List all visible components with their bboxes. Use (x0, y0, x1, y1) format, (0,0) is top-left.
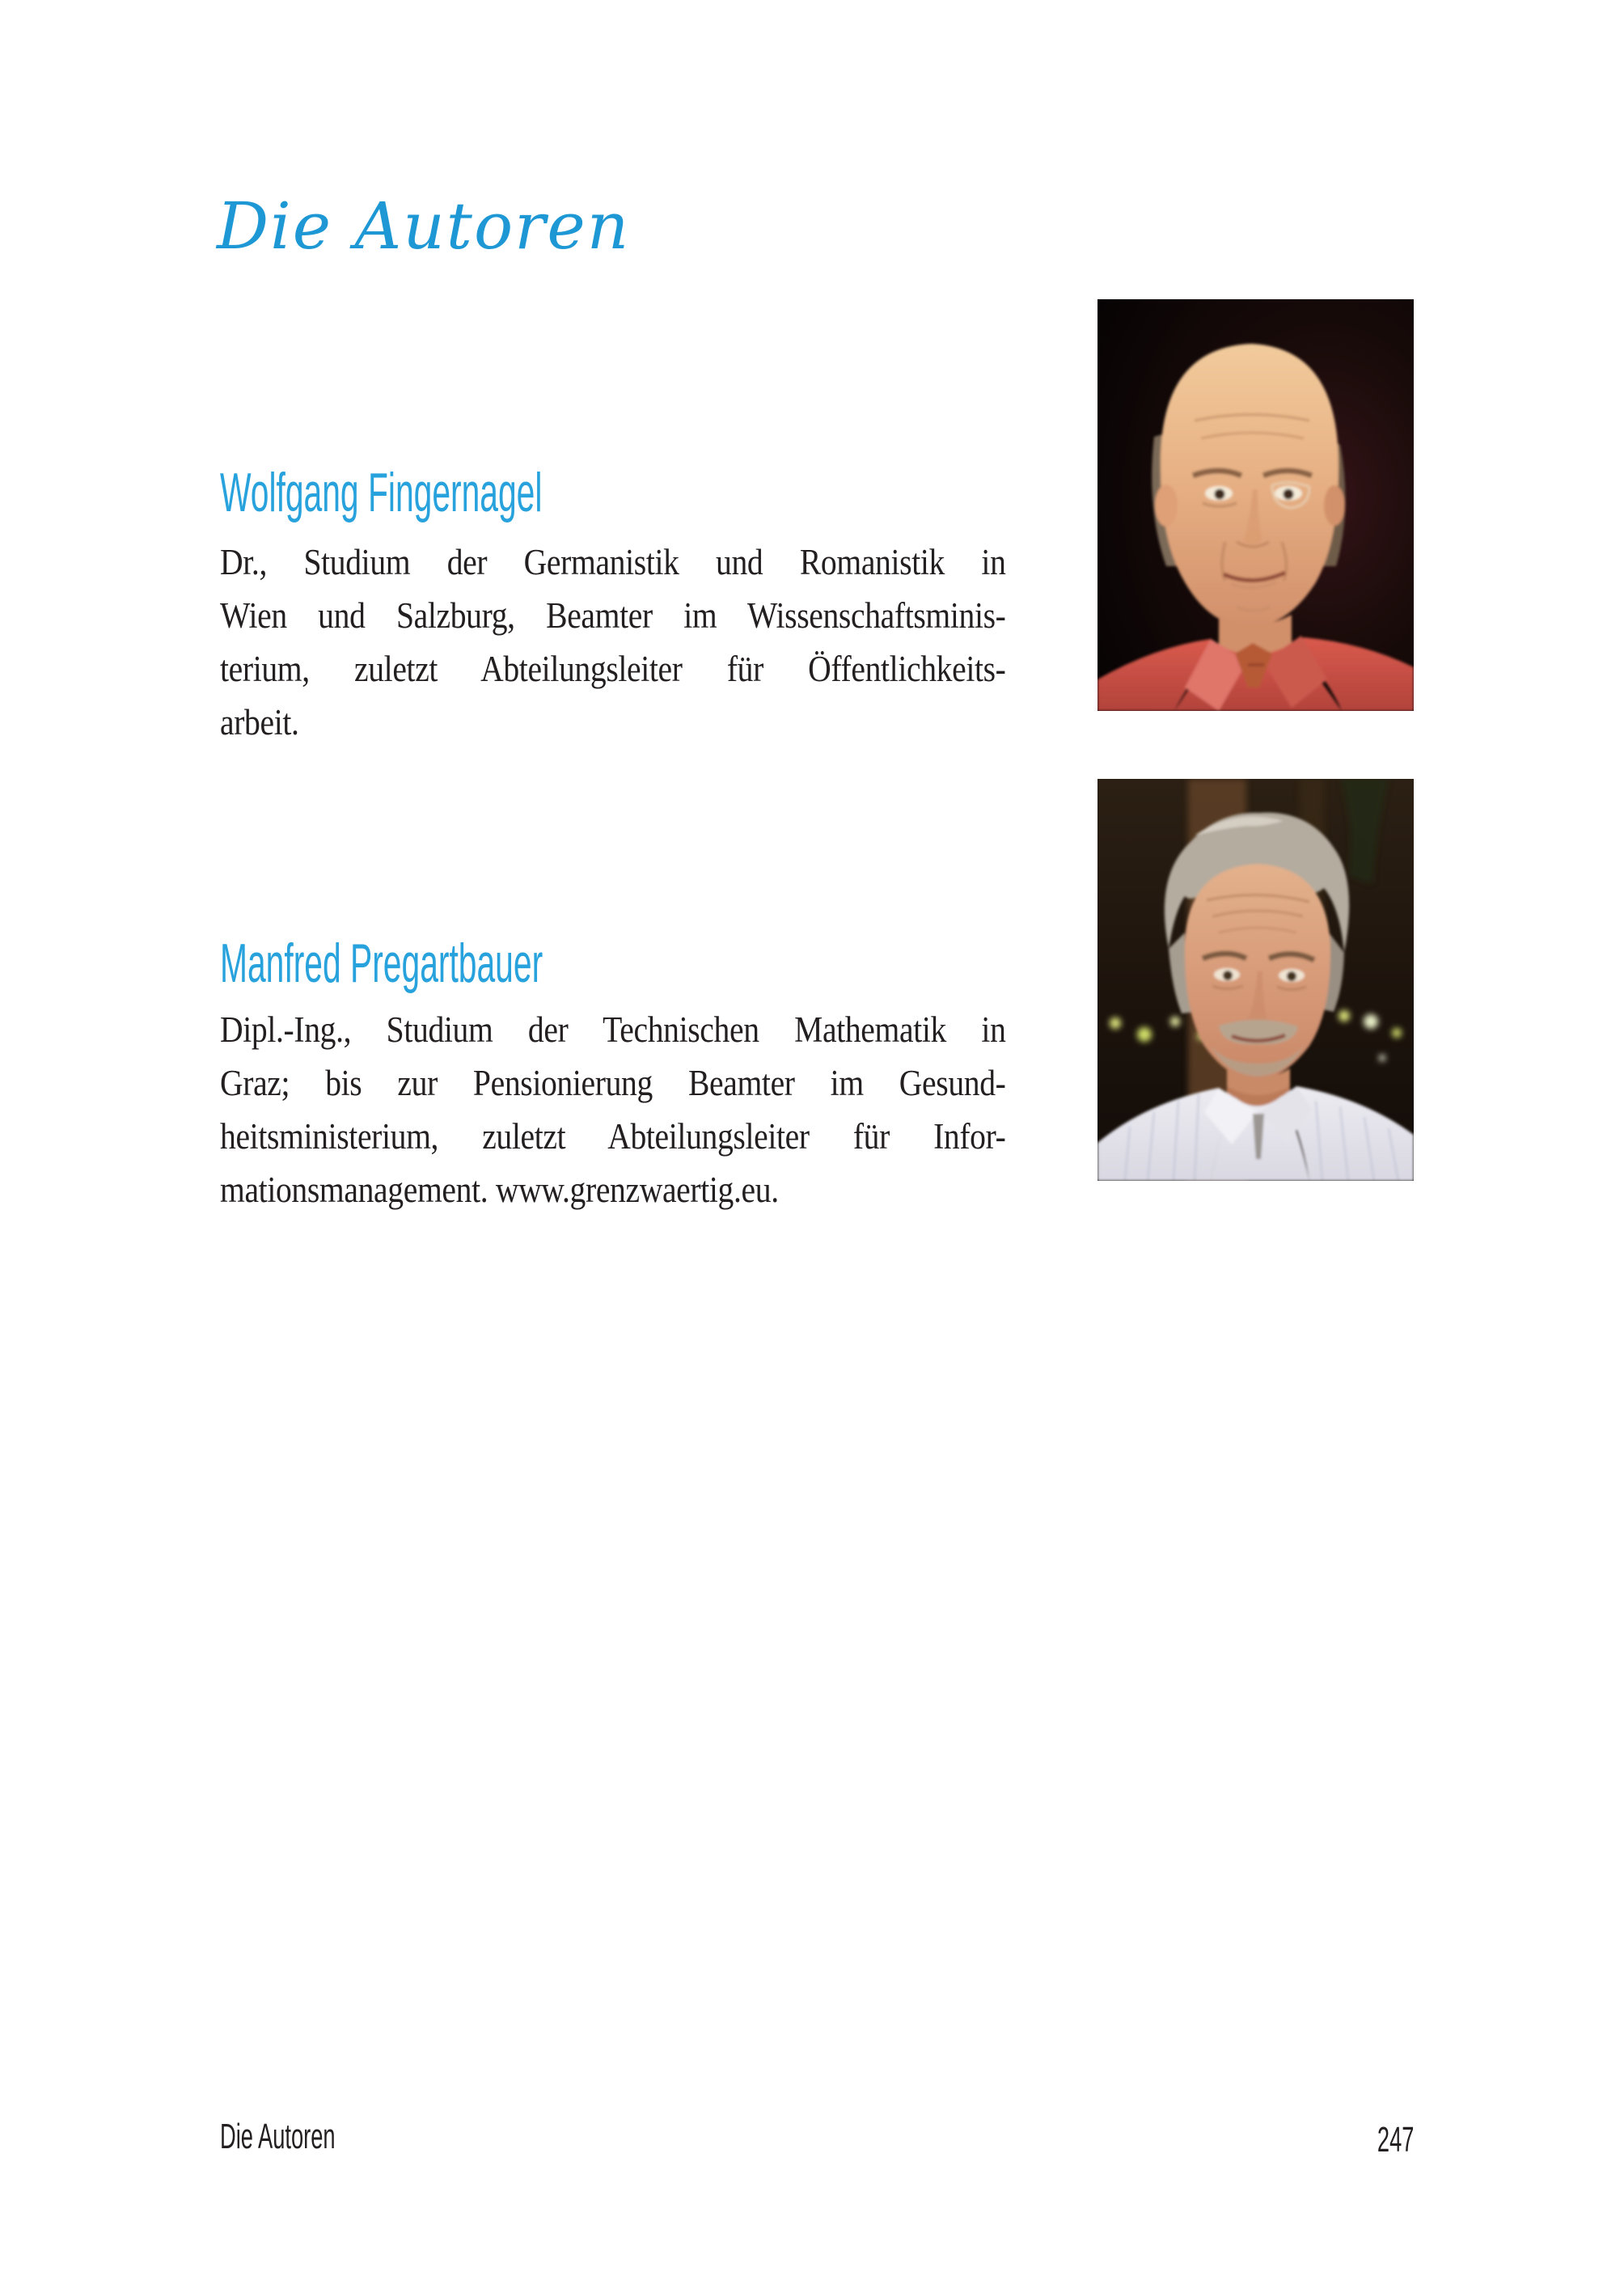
bio-line: heitsministerium, zuletzt Abteilungsleiter für Infor- (220, 1116, 1006, 1157)
bio-line: Graz; bis zur Pensionierung Beamter im Gesund- (220, 1063, 1006, 1103)
bio-line: terium, zuletzt Abteilungsleiter für Öffentlichkeits- (220, 649, 1006, 689)
page-title: Die Autoren (217, 188, 631, 264)
author-name-fingernagel: Wolfgang Fingernagel (220, 462, 543, 523)
portrait-illustration (1097, 779, 1414, 1181)
bio-line: Dipl.-Ing., Studium der Technischen Mathematik in (220, 1009, 1006, 1050)
footer-section-label: Die Autoren (220, 2117, 336, 2156)
bio-line: mationsmanagement. www.grenzwaertig.eu. (220, 1170, 779, 1210)
footer-page-number: 247 (1377, 2120, 1414, 2160)
portrait-illustration (1097, 299, 1414, 711)
author-name-pregartbauer: Manfred Pregartbauer (220, 933, 543, 994)
author-bio-fingernagel (220, 535, 1006, 749)
author-photo-fingernagel (1097, 299, 1414, 711)
author-photo-pregartbauer (1097, 779, 1414, 1181)
bio-line: Wien und Salzburg, Beamter im Wissenschaftsminis- (220, 595, 1006, 636)
bio-line: arbeit. (220, 702, 299, 742)
bio-line: Dr., Studium der Germanistik und Romanistik in (220, 542, 1006, 582)
author-bio-pregartbauer (220, 1003, 1006, 1216)
